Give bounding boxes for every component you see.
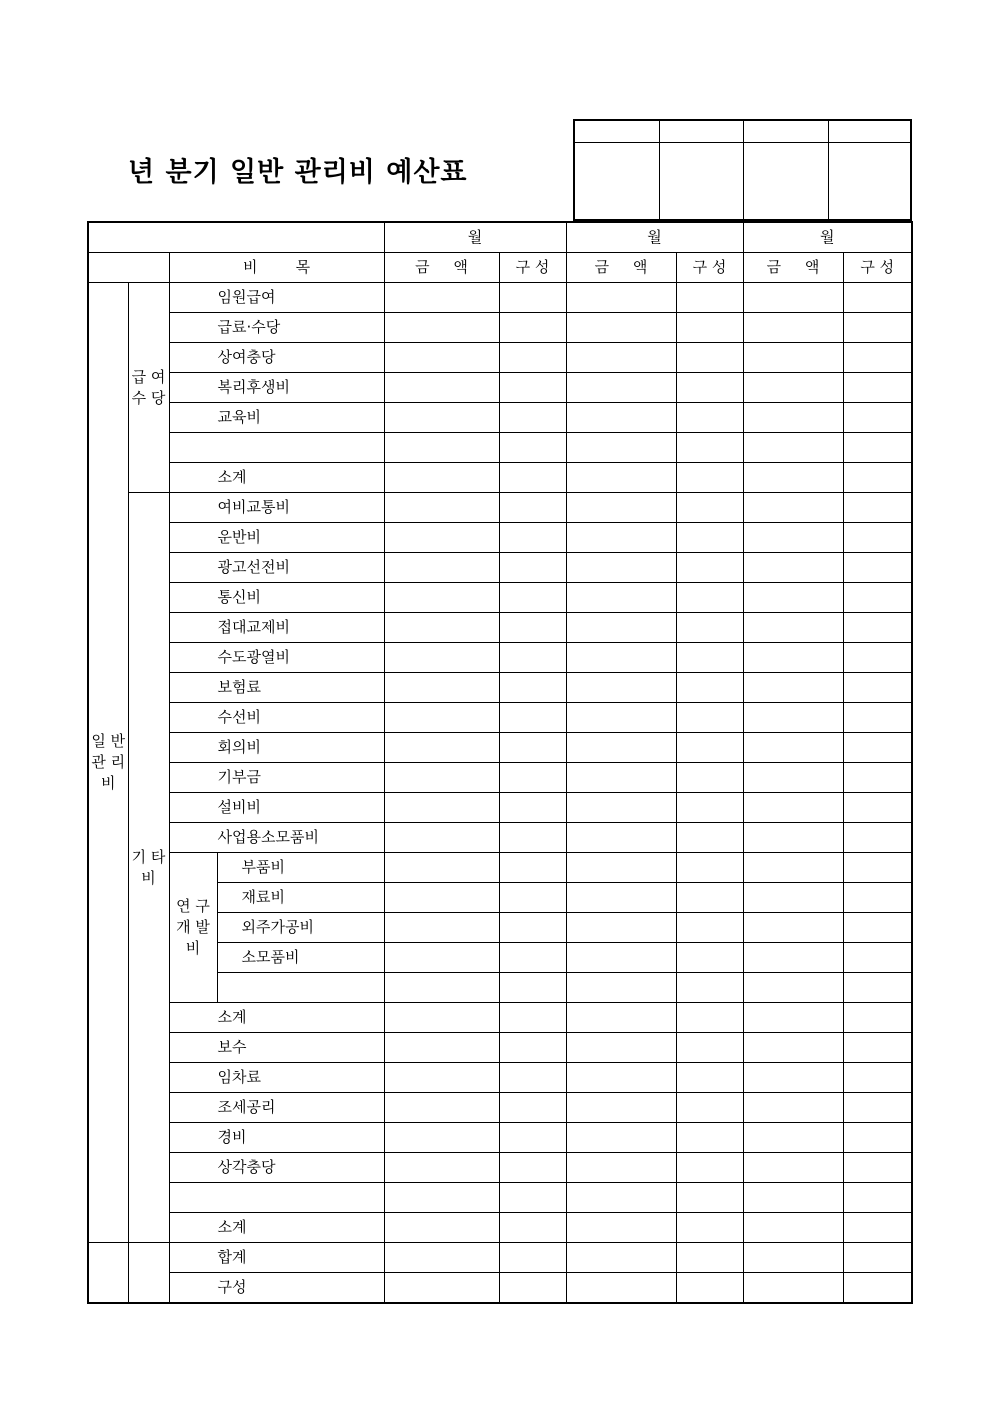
- item-label-text: 소계: [217, 1008, 247, 1026]
- amount-cell[interactable]: [743, 283, 843, 313]
- item-label-text: 소계: [217, 1218, 247, 1236]
- ratio-cell[interactable]: [676, 763, 743, 793]
- item-label-text: 상각충당: [217, 1158, 276, 1176]
- rnd-item-label-text: 부품비: [241, 858, 285, 876]
- ratio-header: 구 성: [676, 253, 743, 283]
- amount-cell[interactable]: [384, 703, 499, 733]
- approval-box: [573, 119, 912, 221]
- ratio-cell[interactable]: [676, 1183, 743, 1213]
- ratio-cell[interactable]: [676, 493, 743, 523]
- ratio-cell[interactable]: [843, 853, 912, 883]
- ratio-cell[interactable]: [843, 1183, 912, 1213]
- amount-cell[interactable]: [384, 733, 499, 763]
- ratio-cell[interactable]: [843, 1123, 912, 1153]
- ratio-cell[interactable]: [499, 823, 566, 853]
- ratio-cell[interactable]: [676, 1063, 743, 1093]
- month-header: 월: [566, 222, 743, 253]
- amount-cell[interactable]: [566, 433, 676, 463]
- ratio-cell[interactable]: [499, 1063, 566, 1093]
- item-label-text: 보험료: [217, 678, 261, 696]
- total-label-text: 구성: [217, 1278, 247, 1296]
- approval-header-cell[interactable]: [659, 120, 743, 142]
- item-label: [169, 283, 384, 313]
- ratio-cell[interactable]: [499, 493, 566, 523]
- ratio-cell[interactable]: [843, 1243, 912, 1273]
- item-label: [169, 493, 384, 523]
- item-label: [169, 703, 384, 733]
- ratio-cell[interactable]: [843, 733, 912, 763]
- total-blank: [128, 1243, 169, 1304]
- amount-cell[interactable]: [566, 403, 676, 433]
- ratio-cell[interactable]: [499, 793, 566, 823]
- item-label: [169, 733, 384, 763]
- amount-cell[interactable]: [566, 1093, 676, 1123]
- amount-cell[interactable]: [384, 1093, 499, 1123]
- blank-header: [88, 253, 169, 283]
- ratio-cell[interactable]: [843, 523, 912, 553]
- ratio-cell[interactable]: [676, 1123, 743, 1153]
- ratio-cell[interactable]: [676, 613, 743, 643]
- amount-cell[interactable]: [743, 313, 843, 343]
- item-label-text: 상여충당: [217, 348, 276, 366]
- amount-cell[interactable]: [743, 1213, 843, 1243]
- amount-cell[interactable]: [566, 1003, 676, 1033]
- ratio-cell[interactable]: [499, 853, 566, 883]
- item-label-text: 수도광열비: [217, 648, 290, 666]
- amount-cell[interactable]: [566, 793, 676, 823]
- ratio-cell[interactable]: [676, 1273, 743, 1304]
- amount-cell[interactable]: [743, 913, 843, 943]
- ratio-cell[interactable]: [499, 883, 566, 913]
- ratio-cell[interactable]: [499, 703, 566, 733]
- amount-cell[interactable]: [743, 403, 843, 433]
- amount-cell[interactable]: [743, 763, 843, 793]
- approval-header-cell[interactable]: [574, 120, 659, 142]
- ratio-cell[interactable]: [499, 943, 566, 973]
- amount-cell[interactable]: [566, 373, 676, 403]
- item-label: [169, 463, 384, 493]
- amount-cell[interactable]: [743, 433, 843, 463]
- approval-sign-cell[interactable]: [743, 142, 828, 220]
- item-label: [169, 1123, 384, 1153]
- amount-cell[interactable]: [384, 883, 499, 913]
- ratio-cell[interactable]: [676, 373, 743, 403]
- amount-cell[interactable]: [743, 1033, 843, 1063]
- group-rnd: 연 구 개 발 비: [169, 853, 217, 1003]
- amount-cell[interactable]: [743, 943, 843, 973]
- ratio-cell[interactable]: [676, 1243, 743, 1273]
- ratio-header: 구 성: [499, 253, 566, 283]
- item-label: [169, 793, 384, 823]
- ratio-cell[interactable]: [676, 1093, 743, 1123]
- amount-cell[interactable]: [743, 793, 843, 823]
- amount-cell[interactable]: [566, 1183, 676, 1213]
- group-general: 일 반 관 리 비: [88, 283, 128, 1243]
- item-label: [169, 403, 384, 433]
- item-label: [169, 1033, 384, 1063]
- item-label: [169, 613, 384, 643]
- ratio-cell[interactable]: [843, 433, 912, 463]
- item-label-text: 소계: [217, 468, 247, 486]
- ratio-cell[interactable]: [676, 343, 743, 373]
- amount-cell[interactable]: [384, 523, 499, 553]
- month-header: 월: [743, 222, 912, 253]
- item-label: [169, 553, 384, 583]
- amount-cell[interactable]: [566, 883, 676, 913]
- item-label-text: 경비: [217, 1128, 247, 1146]
- item-label-text: 설비비: [217, 798, 261, 816]
- amount-cell[interactable]: [384, 583, 499, 613]
- amount-cell[interactable]: [743, 853, 843, 883]
- ratio-cell[interactable]: [499, 763, 566, 793]
- ratio-cell[interactable]: [499, 1213, 566, 1243]
- ratio-cell[interactable]: [499, 1153, 566, 1183]
- amount-cell[interactable]: [566, 1063, 676, 1093]
- total-label: [169, 1273, 384, 1304]
- item-label-text: 교육비: [217, 408, 261, 426]
- amount-cell[interactable]: [384, 1153, 499, 1183]
- ratio-cell[interactable]: [499, 643, 566, 673]
- ratio-cell[interactable]: [843, 583, 912, 613]
- ratio-cell[interactable]: [843, 283, 912, 313]
- item-label-text: 통신비: [217, 588, 261, 606]
- item-label: [169, 1063, 384, 1093]
- amount-cell[interactable]: [384, 313, 499, 343]
- ratio-cell[interactable]: [499, 1003, 566, 1033]
- amount-cell[interactable]: [566, 613, 676, 643]
- ratio-cell[interactable]: [676, 703, 743, 733]
- ratio-cell[interactable]: [676, 853, 743, 883]
- amount-cell[interactable]: [566, 583, 676, 613]
- ratio-cell[interactable]: [843, 613, 912, 643]
- month-header: 월: [384, 222, 566, 253]
- amount-cell[interactable]: [743, 343, 843, 373]
- amount-cell[interactable]: [566, 1153, 676, 1183]
- ratio-cell[interactable]: [843, 1003, 912, 1033]
- ratio-cell[interactable]: [499, 283, 566, 313]
- amount-cell[interactable]: [743, 1003, 843, 1033]
- amount-cell[interactable]: [566, 943, 676, 973]
- amount-cell[interactable]: [566, 823, 676, 853]
- amount-cell[interactable]: [384, 853, 499, 883]
- ratio-cell[interactable]: [843, 703, 912, 733]
- ratio-cell[interactable]: [676, 523, 743, 553]
- amount-header: 금 액: [743, 253, 843, 283]
- ratio-cell[interactable]: [499, 553, 566, 583]
- item-label-text: 수선비: [217, 708, 261, 726]
- ratio-cell[interactable]: [499, 1183, 566, 1213]
- budget-table: [87, 221, 913, 1304]
- ratio-cell[interactable]: [499, 1123, 566, 1153]
- amount-cell[interactable]: [384, 823, 499, 853]
- item-label: [169, 313, 384, 343]
- rnd-item-label: [217, 883, 384, 913]
- ratio-cell[interactable]: [499, 973, 566, 1003]
- amount-cell[interactable]: [566, 1033, 676, 1063]
- amount-cell[interactable]: [743, 643, 843, 673]
- amount-cell[interactable]: [743, 1273, 843, 1304]
- amount-cell[interactable]: [743, 1123, 843, 1153]
- amount-cell[interactable]: [384, 553, 499, 583]
- corner-cell: [88, 222, 384, 253]
- ratio-cell[interactable]: [843, 1273, 912, 1304]
- ratio-cell[interactable]: [843, 463, 912, 493]
- amount-cell[interactable]: [743, 973, 843, 1003]
- amount-cell[interactable]: [743, 583, 843, 613]
- ratio-cell[interactable]: [499, 1033, 566, 1063]
- amount-cell[interactable]: [384, 913, 499, 943]
- item-label: [169, 373, 384, 403]
- item-label: [169, 643, 384, 673]
- ratio-cell[interactable]: [843, 913, 912, 943]
- amount-cell[interactable]: [384, 433, 499, 463]
- item-label-text: 접대교제비: [217, 618, 290, 636]
- rnd-item-label: [217, 943, 384, 973]
- amount-cell[interactable]: [566, 1213, 676, 1243]
- amount-cell[interactable]: [384, 373, 499, 403]
- ratio-cell[interactable]: [499, 463, 566, 493]
- ratio-cell[interactable]: [676, 823, 743, 853]
- amount-cell[interactable]: [566, 1273, 676, 1304]
- amount-cell[interactable]: [743, 733, 843, 763]
- amount-cell[interactable]: [566, 853, 676, 883]
- item-header: 비 목: [169, 253, 384, 283]
- amount-cell[interactable]: [743, 373, 843, 403]
- amount-cell[interactable]: [743, 523, 843, 553]
- ratio-cell[interactable]: [676, 583, 743, 613]
- item-label: [169, 433, 384, 463]
- amount-cell[interactable]: [566, 673, 676, 703]
- item-label-text: 급료·수당: [217, 318, 281, 336]
- amount-cell[interactable]: [566, 913, 676, 943]
- amount-cell[interactable]: [743, 1183, 843, 1213]
- ratio-cell[interactable]: [499, 343, 566, 373]
- rnd-item-label-text: 소모품비: [241, 948, 300, 966]
- item-label: [169, 1003, 384, 1033]
- rnd-item-label-text: 외주가공비: [241, 918, 314, 936]
- item-label: [169, 583, 384, 613]
- ratio-cell[interactable]: [676, 943, 743, 973]
- item-label-text: 임원급여: [217, 288, 276, 306]
- amount-cell[interactable]: [384, 1033, 499, 1063]
- ratio-cell[interactable]: [499, 373, 566, 403]
- amount-cell[interactable]: [384, 763, 499, 793]
- ratio-cell[interactable]: [676, 643, 743, 673]
- item-label-text: 회의비: [217, 738, 261, 756]
- amount-cell[interactable]: [743, 823, 843, 853]
- group-salary: 급 여 수 당: [128, 283, 169, 493]
- amount-cell[interactable]: [384, 973, 499, 1003]
- ratio-cell[interactable]: [499, 433, 566, 463]
- amount-cell[interactable]: [384, 1243, 499, 1273]
- total-blank: [88, 1243, 128, 1304]
- amount-cell[interactable]: [384, 1213, 499, 1243]
- amount-cell[interactable]: [384, 793, 499, 823]
- amount-cell[interactable]: [566, 763, 676, 793]
- amount-cell[interactable]: [384, 343, 499, 373]
- rnd-item-label: [217, 913, 384, 943]
- item-label: [169, 1153, 384, 1183]
- ratio-cell[interactable]: [499, 403, 566, 433]
- item-label: [169, 1093, 384, 1123]
- ratio-cell[interactable]: [843, 1153, 912, 1183]
- amount-cell[interactable]: [743, 1093, 843, 1123]
- ratio-cell[interactable]: [676, 1033, 743, 1063]
- ratio-cell[interactable]: [843, 313, 912, 343]
- amount-cell[interactable]: [384, 943, 499, 973]
- ratio-header: 구 성: [843, 253, 912, 283]
- ratio-cell[interactable]: [676, 1213, 743, 1243]
- item-label: [169, 1183, 384, 1213]
- ratio-cell[interactable]: [676, 433, 743, 463]
- total-label: [169, 1243, 384, 1273]
- ratio-cell[interactable]: [499, 523, 566, 553]
- item-label: [169, 1213, 384, 1243]
- ratio-cell[interactable]: [843, 943, 912, 973]
- item-label-text: 광고선전비: [217, 558, 290, 576]
- ratio-cell[interactable]: [843, 1063, 912, 1093]
- ratio-cell[interactable]: [843, 373, 912, 403]
- ratio-cell[interactable]: [843, 1093, 912, 1123]
- item-label-text: 임차료: [217, 1068, 261, 1086]
- ratio-cell[interactable]: [843, 673, 912, 703]
- approval-sign-cell[interactable]: [828, 142, 911, 220]
- ratio-cell[interactable]: [843, 493, 912, 523]
- ratio-cell[interactable]: [843, 403, 912, 433]
- amount-cell[interactable]: [743, 1153, 843, 1183]
- item-label: [169, 763, 384, 793]
- ratio-cell[interactable]: [843, 763, 912, 793]
- amount-cell[interactable]: [743, 553, 843, 583]
- ratio-cell[interactable]: [499, 913, 566, 943]
- ratio-cell[interactable]: [843, 1033, 912, 1063]
- amount-cell[interactable]: [566, 973, 676, 1003]
- item-label-text: 기부금: [217, 768, 261, 786]
- ratio-cell[interactable]: [499, 733, 566, 763]
- ratio-cell[interactable]: [676, 1003, 743, 1033]
- amount-cell[interactable]: [384, 1003, 499, 1033]
- item-label-text: 보수: [217, 1038, 247, 1056]
- ratio-cell[interactable]: [499, 1273, 566, 1304]
- ratio-cell[interactable]: [676, 1153, 743, 1183]
- ratio-cell[interactable]: [499, 583, 566, 613]
- ratio-cell[interactable]: [676, 313, 743, 343]
- ratio-cell[interactable]: [676, 883, 743, 913]
- ratio-cell[interactable]: [499, 313, 566, 343]
- amount-cell[interactable]: [566, 703, 676, 733]
- item-label-text: 운반비: [217, 528, 261, 546]
- ratio-cell[interactable]: [676, 463, 743, 493]
- approval-header-cell[interactable]: [743, 120, 828, 142]
- amount-cell[interactable]: [566, 553, 676, 583]
- amount-cell[interactable]: [743, 613, 843, 643]
- amount-cell[interactable]: [743, 1063, 843, 1093]
- amount-cell[interactable]: [566, 1243, 676, 1273]
- amount-cell[interactable]: [566, 283, 676, 313]
- rnd-item-label: [217, 853, 384, 883]
- total-label-text: 합계: [217, 1248, 247, 1266]
- approval-header-cell[interactable]: [828, 120, 911, 142]
- amount-cell[interactable]: [384, 1273, 499, 1304]
- amount-cell[interactable]: [384, 283, 499, 313]
- item-label-text: 조세공리: [217, 1098, 276, 1116]
- approval-sign-cell[interactable]: [574, 142, 659, 220]
- ratio-cell[interactable]: [676, 733, 743, 763]
- rnd-item-label: [217, 973, 384, 1003]
- approval-sign-cell[interactable]: [659, 142, 743, 220]
- ratio-cell[interactable]: [843, 553, 912, 583]
- amount-cell[interactable]: [384, 1123, 499, 1153]
- ratio-cell[interactable]: [843, 883, 912, 913]
- ratio-cell[interactable]: [499, 673, 566, 703]
- amount-cell[interactable]: [566, 523, 676, 553]
- ratio-cell[interactable]: [499, 1093, 566, 1123]
- item-label: [169, 673, 384, 703]
- amount-cell[interactable]: [384, 643, 499, 673]
- ratio-cell[interactable]: [843, 793, 912, 823]
- amount-cell[interactable]: [384, 493, 499, 523]
- ratio-cell[interactable]: [676, 673, 743, 703]
- rnd-item-label-text: 재료비: [241, 888, 285, 906]
- ratio-cell[interactable]: [676, 913, 743, 943]
- ratio-cell[interactable]: [676, 973, 743, 1003]
- amount-cell[interactable]: [566, 1123, 676, 1153]
- amount-cell[interactable]: [743, 1243, 843, 1273]
- ratio-cell[interactable]: [676, 283, 743, 313]
- amount-cell[interactable]: [566, 343, 676, 373]
- ratio-cell[interactable]: [676, 793, 743, 823]
- amount-cell[interactable]: [566, 493, 676, 523]
- ratio-cell[interactable]: [843, 343, 912, 373]
- amount-cell[interactable]: [384, 613, 499, 643]
- amount-cell[interactable]: [743, 703, 843, 733]
- page-title: 년 분기 일반 관리비 예산표: [128, 157, 468, 188]
- amount-cell[interactable]: [384, 1183, 499, 1213]
- ratio-cell[interactable]: [499, 1243, 566, 1273]
- item-label-text: 사업용소모품비: [217, 828, 319, 846]
- amount-cell[interactable]: [566, 463, 676, 493]
- item-label: [169, 343, 384, 373]
- ratio-cell[interactable]: [843, 973, 912, 1003]
- amount-cell[interactable]: [384, 1063, 499, 1093]
- ratio-cell[interactable]: [676, 553, 743, 583]
- amount-cell[interactable]: [743, 673, 843, 703]
- amount-cell[interactable]: [566, 313, 676, 343]
- amount-cell[interactable]: [566, 733, 676, 763]
- amount-cell[interactable]: [743, 883, 843, 913]
- amount-cell[interactable]: [384, 403, 499, 433]
- ratio-cell[interactable]: [676, 403, 743, 433]
- amount-cell[interactable]: [384, 463, 499, 493]
- ratio-cell[interactable]: [843, 643, 912, 673]
- ratio-cell[interactable]: [843, 823, 912, 853]
- item-label-text: 여비교통비: [217, 498, 290, 516]
- ratio-cell[interactable]: [843, 1213, 912, 1243]
- item-label-text: 복리후생비: [217, 378, 290, 396]
- amount-cell[interactable]: [743, 493, 843, 523]
- item-label: [169, 523, 384, 553]
- group-other: 기 타 비: [128, 493, 169, 1243]
- amount-cell[interactable]: [384, 673, 499, 703]
- amount-cell[interactable]: [566, 643, 676, 673]
- amount-header: 금 액: [384, 253, 499, 283]
- amount-cell[interactable]: [743, 463, 843, 493]
- amount-header: 금 액: [566, 253, 676, 283]
- item-label: [169, 823, 384, 853]
- ratio-cell[interactable]: [499, 613, 566, 643]
